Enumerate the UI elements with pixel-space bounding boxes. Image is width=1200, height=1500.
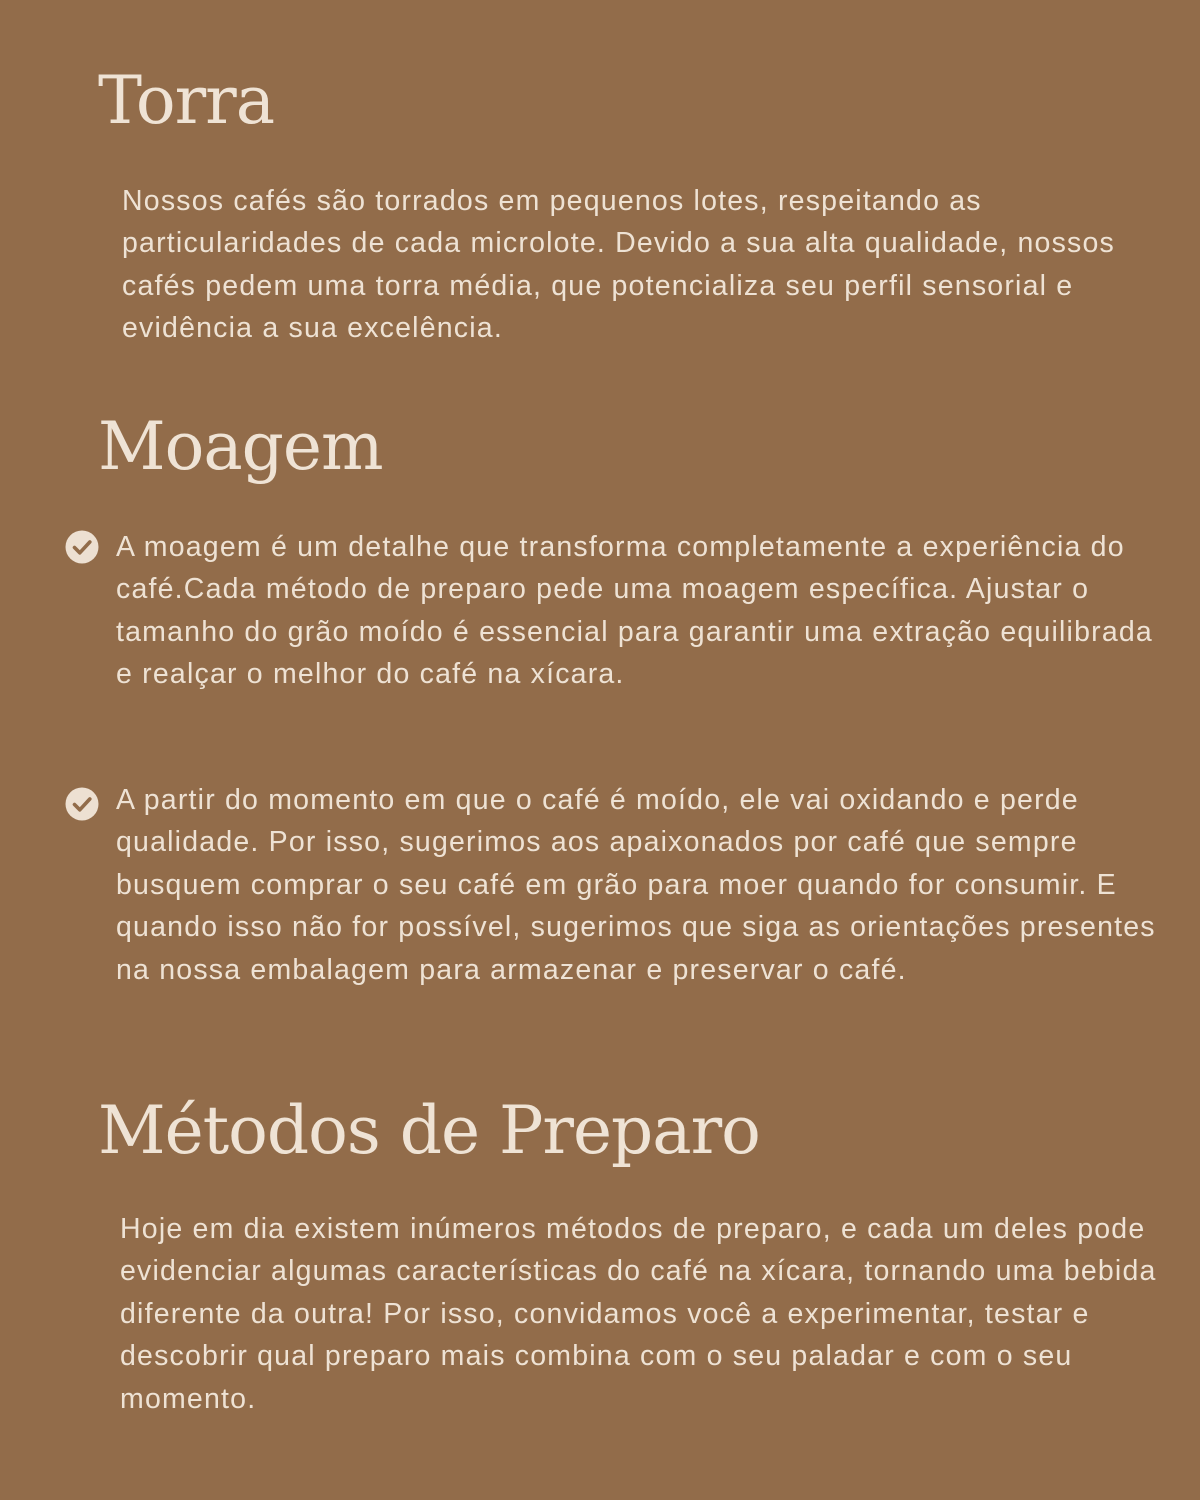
torra-paragraph: Nossos cafés são torrados em pequenos lotes, respeitando as particularidades de cada microlote. Devido a sua alta qualidade, nossos cafés pedem uma torra média, que potencializa seu perfil sensorial e evidência a sua excelência. [122, 185, 1115, 345]
moagem-heading: Moagem [98, 408, 383, 485]
moagem-item-text: A moagem é um detalhe que transforma completamente a experiência do café.Cada método de preparo pede uma moagem específica. Ajustar o tamanho do grão moído é essencial para garantir uma extração equilibrada e realçar o melhor do café na xícara. [116, 531, 1153, 691]
metodos-heading: Métodos de Preparo [98, 1092, 760, 1169]
check-circle-icon [65, 530, 99, 564]
check-circle-icon [65, 787, 99, 821]
torra-heading: Torra [98, 62, 275, 139]
moagem-item-text: A partir do momento em que o café é moído, ele vai oxidando e perde qualidade. Por isso, sugerimos aos apaixonados por café que sempre busquem comprar o seu café em grão para moer quando for consumir. E quando isso não for possível, sugerimos que siga as orientações presentes na nossa embalagem para armazenar e preservar o café. [116, 784, 1156, 986]
metodos-paragraph: Hoje em dia existem inúmeros métodos de preparo, e cada um deles pode evidenciar algumas características do café na xícara, tornando uma bebida diferente da outra! Por isso, convidamos você a experimentar, testar e descobrir qual preparo mais combina com o seu paladar e com o seu momento. [120, 1213, 1157, 1415]
